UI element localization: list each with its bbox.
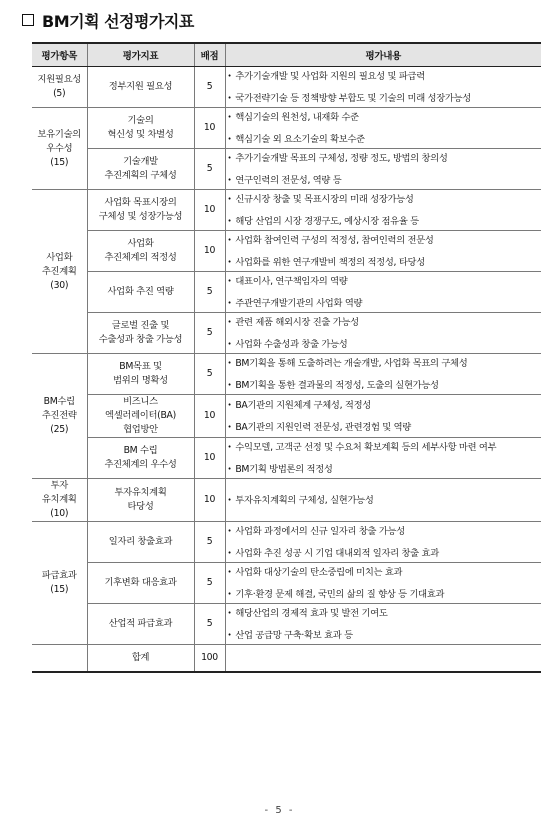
- content-line: [228, 233, 540, 247]
- indicator-cell: [87, 563, 194, 604]
- indicator-line: 추진체계의 적정성: [104, 252, 177, 263]
- indicator-cell: [87, 313, 194, 354]
- content-text: 투자유치계획의 구체성, 실현가능성: [235, 495, 374, 506]
- content-text: 연구인력의 전문성, 역량 등: [235, 175, 342, 186]
- content-line: [228, 628, 540, 642]
- score-cell: 5: [194, 149, 225, 190]
- indicator-cell: [87, 479, 194, 522]
- indicator-line: 기후변화 대응효과: [104, 577, 177, 588]
- evaluation-item-line: (10): [50, 508, 69, 519]
- bullet-icon: •: [227, 113, 232, 121]
- content-line: [228, 606, 540, 620]
- content-line: [228, 69, 540, 83]
- bullet-icon: •: [227, 549, 232, 557]
- evaluation-item-line: BM수립: [43, 396, 75, 407]
- content-line: [228, 151, 540, 165]
- table-row: [32, 563, 541, 604]
- content-line: [228, 587, 540, 601]
- content-line: [228, 420, 540, 434]
- content-line: [228, 546, 540, 560]
- table-row: [32, 354, 541, 395]
- indicator-cell: [87, 395, 194, 438]
- evaluation-item-cell: [32, 67, 87, 108]
- indicator-cell: [87, 522, 194, 563]
- evaluation-item-line: (5): [53, 88, 66, 99]
- indicator-line: 투자유치계획: [114, 487, 167, 498]
- bullet-icon: •: [227, 299, 232, 307]
- table-body: [32, 67, 541, 645]
- evaluation-item-cell: [32, 479, 87, 522]
- evaluation-item-line: 사업화: [46, 251, 73, 263]
- bullet-icon: •: [227, 72, 232, 80]
- evaluation-table: [32, 42, 541, 673]
- content-text: 사업화 참여인력 구성의 적정성, 참여인력의 전문성: [235, 235, 434, 246]
- table-row: [32, 67, 541, 108]
- table-header-row: [32, 43, 541, 67]
- indicator-line: 사업화: [127, 238, 154, 249]
- table-row: [32, 522, 541, 563]
- indicator-line: 사업화 추진 역량: [107, 286, 174, 297]
- table-row: [32, 231, 541, 272]
- indicator-line: BM목표 및: [119, 361, 162, 372]
- score-cell: 5: [194, 272, 225, 313]
- content-line: [228, 91, 540, 105]
- content-text: 수익모델, 고객군 선정 및 수요처 확보계획 등의 세부사항 마련 여부: [235, 442, 497, 453]
- evaluation-item-line: 보유기술의: [37, 128, 81, 140]
- indicator-line: 비즈니스: [123, 396, 158, 407]
- content-cell: [225, 272, 541, 313]
- content-cell: [225, 354, 541, 395]
- score-cell: 10: [194, 231, 225, 272]
- score-cell: 5: [194, 522, 225, 563]
- evaluation-item-cell: [32, 190, 87, 354]
- checkbox-square-icon: [22, 14, 34, 26]
- bullet-icon: •: [227, 443, 232, 451]
- content-line: [228, 398, 540, 412]
- content-text: 추가기술개발 목표의 구체성, 정량 정도, 방법의 창의성: [235, 153, 448, 164]
- indicator-line: 글로벌 진출 및: [111, 320, 170, 331]
- content-line: [228, 132, 540, 146]
- evaluation-item-cell: [32, 108, 87, 190]
- content-cell: [225, 522, 541, 563]
- content-cell: [225, 190, 541, 231]
- indicator-cell: [87, 604, 194, 645]
- content-line: [228, 173, 540, 187]
- header-score: 배점: [194, 43, 225, 67]
- content-cell: [225, 108, 541, 149]
- score-cell: 10: [194, 108, 225, 149]
- content-text: 사업화 과정에서의 신규 일자리 창출 가능성: [235, 526, 405, 537]
- content-text: 관련 제품 해외시장 진출 가능성: [235, 317, 359, 328]
- table-row: [32, 395, 541, 438]
- table-row: [32, 149, 541, 190]
- evaluation-item-line: 추진계획: [41, 265, 77, 277]
- indicator-line: 수출성과 창출 가능성: [98, 334, 183, 345]
- bullet-icon: •: [227, 340, 232, 348]
- score-cell: 5: [194, 313, 225, 354]
- bullet-icon: •: [227, 631, 232, 639]
- content-line: [228, 255, 540, 269]
- content-text: 주관연구개발기관의 사업화 역량: [235, 298, 363, 309]
- score-cell: 5: [194, 604, 225, 645]
- evaluation-item-line: 추진전략: [41, 410, 77, 421]
- bullet-icon: •: [227, 318, 232, 326]
- table-row: [32, 479, 541, 522]
- table-row: [32, 313, 541, 354]
- content-text: 추가기술개발 및 사업화 지원의 필요성 및 파급력: [235, 71, 425, 82]
- content-text: 핵심기술 외 요소기술의 확보수준: [235, 134, 365, 145]
- content-text: 해당 산업의 시장 경쟁구도, 예상시장 점유율 등: [235, 216, 419, 227]
- score-cell: 10: [194, 395, 225, 438]
- content-line: [228, 296, 540, 310]
- bullet-icon: •: [227, 609, 232, 617]
- content-text: BA기관의 지원체계 구체성, 적정성: [235, 400, 371, 411]
- indicator-line: 추진계획의 구체성: [104, 170, 177, 181]
- bullet-icon: •: [227, 277, 232, 285]
- indicator-line: 기술개발: [123, 156, 158, 167]
- evaluation-item-line: (30): [50, 279, 69, 291]
- total-empty-cell: [32, 645, 87, 673]
- indicator-line: 일자리 창출효과: [108, 536, 173, 547]
- total-row: [32, 645, 541, 673]
- content-cell: [225, 67, 541, 108]
- score-cell: 10: [194, 479, 225, 522]
- content-text: 산업 공급망 구축·확보 효과 등: [235, 630, 353, 641]
- title-text: BM기획 선정평가지표: [42, 11, 194, 31]
- content-cell: [225, 231, 541, 272]
- bullet-icon: •: [227, 423, 232, 431]
- bullet-icon: •: [227, 154, 232, 162]
- bullet-icon: •: [227, 258, 232, 266]
- score-cell: 5: [194, 67, 225, 108]
- indicator-line: 정부지원 필요성: [108, 81, 173, 92]
- bullet-icon: •: [227, 465, 232, 473]
- bullet-icon: •: [227, 590, 232, 598]
- evaluation-item-line: 유치계획: [41, 494, 77, 505]
- content-text: 사업화를 위한 연구개발비 책정의 적정성, 타당성: [235, 257, 425, 268]
- content-line: [228, 462, 540, 476]
- table-row: [32, 604, 541, 645]
- content-text: BM기획 방법론의 적정성: [235, 464, 333, 475]
- content-text: BM기획을 통한 결과물의 적정성, 도출의 실현가능성: [235, 380, 439, 391]
- header-content: 평가내용: [225, 43, 541, 67]
- indicator-line: 추진체계의 우수성: [104, 459, 177, 470]
- evaluation-item-line: (25): [50, 424, 69, 435]
- content-text: 사업화 대상기술의 탄소중립에 미치는 효과: [235, 567, 403, 578]
- indicator-line: 구체성 및 성장가능성: [98, 211, 183, 222]
- indicator-line: 산업적 파급효과: [108, 618, 173, 629]
- indicator-cell: [87, 67, 194, 108]
- bullet-icon: •: [227, 359, 232, 367]
- bullet-icon: •: [227, 176, 232, 184]
- indicator-cell: [87, 190, 194, 231]
- content-text: 핵심기술의 원천성, 내재화 수준: [235, 112, 359, 123]
- header-indicator: 평가지표: [87, 43, 194, 67]
- content-cell: [225, 149, 541, 190]
- total-score: 100: [194, 645, 225, 673]
- content-line: [228, 110, 540, 124]
- content-line: [228, 192, 540, 206]
- content-line: [228, 440, 540, 454]
- content-text: 사업화 수출성과 창출 가능성: [235, 339, 348, 350]
- bullet-icon: •: [227, 568, 232, 576]
- bullet-icon: •: [227, 401, 232, 409]
- score-cell: 10: [194, 438, 225, 479]
- evaluation-item-cell: [32, 522, 87, 645]
- content-cell: [225, 313, 541, 354]
- bullet-icon: •: [227, 94, 232, 102]
- table-row: [32, 190, 541, 231]
- indicator-line: 타당성: [127, 501, 154, 512]
- bullet-icon: •: [227, 496, 232, 504]
- indicator-line: 사업화 목표시장의: [104, 197, 177, 208]
- content-text: 해당산업의 경제적 효과 및 발전 기여도: [235, 608, 388, 619]
- bullet-icon: •: [227, 195, 232, 203]
- page-title: [22, 8, 194, 32]
- content-line: [228, 315, 540, 329]
- evaluation-item-line: 지원필요성: [37, 74, 81, 85]
- indicator-cell: [87, 438, 194, 479]
- content-line: [228, 565, 540, 579]
- content-cell: [225, 395, 541, 438]
- content-text: 사업화 추진 성공 시 기업 대내외적 일자리 창출 효과: [235, 548, 439, 559]
- evaluation-item-line: 투자: [50, 480, 68, 491]
- evaluation-item-line: (15): [50, 156, 69, 168]
- indicator-line: 협업방안: [123, 424, 158, 435]
- indicator-cell: [87, 149, 194, 190]
- content-text: 기후·환경 문제 해결, 국민의 삶의 질 향상 등 기대효과: [235, 589, 445, 600]
- bullet-icon: •: [227, 217, 232, 225]
- bullet-icon: •: [227, 135, 232, 143]
- score-cell: 10: [194, 190, 225, 231]
- content-text: BA기관의 지원인력 전문성, 관련경험 및 역량: [235, 422, 411, 433]
- table-row: [32, 272, 541, 313]
- header-item: 평가항목: [32, 43, 87, 67]
- indicator-line: 혁신성 및 차별성: [107, 129, 174, 140]
- content-text: BM기획을 통해 도출하려는 개술개발, 사업화 목표의 구체성: [235, 358, 468, 369]
- page-number: - 5 -: [264, 805, 295, 816]
- evaluation-item-line: 파급효과: [41, 570, 77, 581]
- content-line: [228, 378, 540, 392]
- evaluation-item-line: (15): [50, 584, 69, 595]
- content-line: [228, 337, 540, 351]
- indicator-line: BM 수립: [123, 445, 158, 456]
- indicator-cell: [87, 231, 194, 272]
- indicator-line: 엑셀러레이터(BA): [105, 410, 176, 421]
- content-cell: [225, 438, 541, 479]
- total-label: 합계: [87, 645, 194, 673]
- content-line: [228, 524, 540, 538]
- content-line: [228, 274, 540, 288]
- content-text: 신규시장 창출 및 목표시장의 미래 성장가능성: [235, 194, 414, 205]
- content-cell: [225, 563, 541, 604]
- score-cell: 5: [194, 354, 225, 395]
- score-cell: 5: [194, 563, 225, 604]
- content-text: 국가전략기술 등 정책방향 부합도 및 기술의 미래 성장가능성: [235, 93, 471, 104]
- content-cell: [225, 604, 541, 645]
- indicator-line: 기술의: [127, 115, 154, 126]
- bullet-icon: •: [227, 527, 232, 535]
- bullet-icon: •: [227, 381, 232, 389]
- indicator-cell: [87, 108, 194, 149]
- bullet-icon: •: [227, 236, 232, 244]
- content-text: 대표이사, 연구책임자의 역량: [235, 276, 348, 287]
- content-line: [228, 356, 540, 370]
- indicator-line: 범위의 명확성: [113, 375, 168, 386]
- table-row: [32, 108, 541, 149]
- indicator-cell: [87, 272, 194, 313]
- content-cell: [225, 479, 541, 522]
- total-empty-content: [225, 645, 541, 673]
- table-row: [32, 438, 541, 479]
- content-line: [228, 493, 540, 507]
- evaluation-item-cell: [32, 354, 87, 479]
- indicator-cell: [87, 354, 194, 395]
- content-line: [228, 214, 540, 228]
- evaluation-item-line: 우수성: [46, 142, 73, 154]
